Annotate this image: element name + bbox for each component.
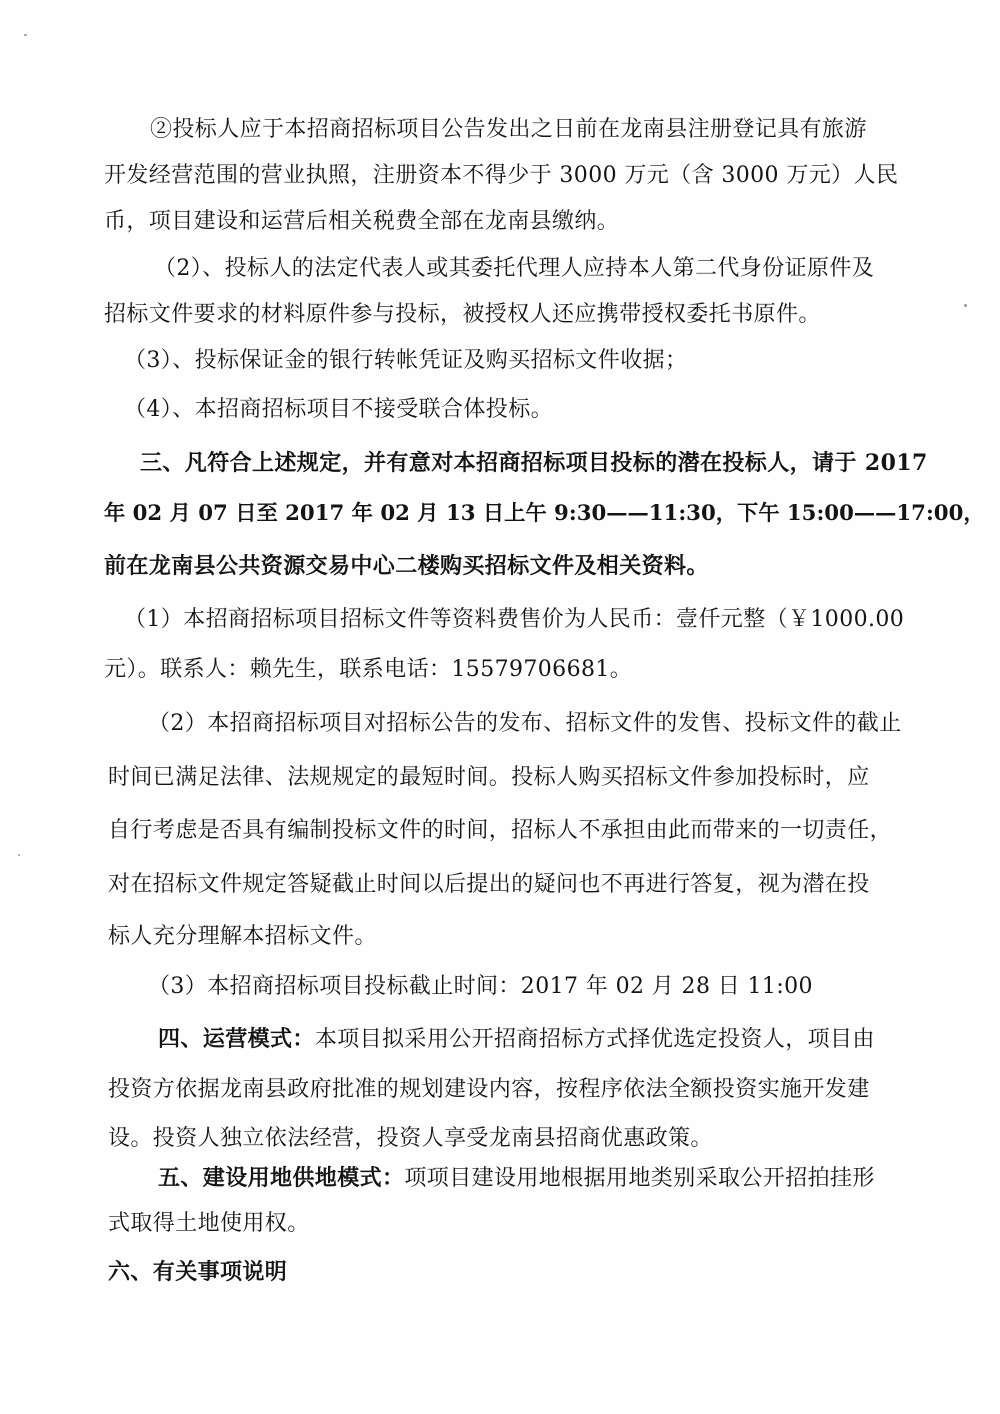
section-4-line-2: 投资方依据龙南县政府批准的规划建设内容，按程序依法全额投资实施开发建 bbox=[108, 1077, 870, 1102]
section-3-item-2-line-1: （2）本招商招标项目对招标公告的发布、招标文件的发售、投标文件的截止 bbox=[148, 711, 902, 736]
section-3-item-3: （3）本招商招标项目投标截止时间：2017 年 02 月 28 日 11:00 bbox=[148, 974, 813, 999]
para-2-line-2: 招标文件要求的材料原件参与投标，被授权人还应携带授权委托书原件。 bbox=[104, 302, 821, 327]
section-3-item-2-line-3: 自行考虑是否具有编制投标文件的时间，招标人不承担由此而带来的一切责任， bbox=[108, 818, 893, 843]
section-4-text: 本项目拟采用公开招商招标方式择优选定投资人，项目由 bbox=[314, 1027, 875, 1052]
section-3-item-2-line-2: 时间已满足法律、法规规定的最短时间。投标人购买招标文件参加投标时，应 bbox=[108, 765, 870, 790]
section-3-item-2-line-5: 标人充分理解本招标文件。 bbox=[108, 924, 377, 949]
para-4: （4）、本招商招标项目不接受联合体投标。 bbox=[124, 397, 553, 422]
section-5-heading: 五、建设用地供地模式： bbox=[158, 1165, 405, 1191]
section-5-text: 项项目建设用地根据用地类别采取公开招拍挂形 bbox=[404, 1166, 875, 1191]
para-1-line-1: ②投标人应于本招商招标项目公告发出之日前在龙南县注册登记具有旅游 bbox=[150, 117, 867, 142]
para-1-line-2: 开发经营范围的营业执照，注册资本不得少于 3000 万元（含 3000 万元）人民 bbox=[104, 163, 899, 188]
section-3-item-2-line-4: 对在招标文件规定答疑截止时间以后提出的疑问也不再进行答复，视为潜在投 bbox=[108, 872, 870, 897]
section-3-line-2: 年 02 月 07 日至 2017 年 02 月 13 日上午 9:30——11:30，下午 15:00——17:00， bbox=[104, 501, 985, 526]
para-2-line-1: （2）、投标人的法定代表人或其委托代理人应持本人第二代身份证原件及 bbox=[154, 256, 875, 281]
para-1-line-3: 币，项目建设和运营后相关税费全部在龙南县缴纳。 bbox=[104, 209, 620, 234]
section-4-line-1 bbox=[158, 1024, 875, 1055]
section-5-line-2: 式取得土地使用权。 bbox=[108, 1211, 310, 1236]
section-3-line-1: 三、凡符合上述规定，并有意对本招商招标项目投标的潜在投标人，请于 2017 bbox=[140, 450, 928, 476]
para-3: （3）、投标保证金的银行转帐凭证及购买招标文件收据； bbox=[124, 348, 688, 373]
scan-speck bbox=[964, 304, 967, 307]
scan-speck bbox=[18, 854, 20, 856]
section-4-line-3: 设。投资人独立依法经营，投资人享受龙南县招商优惠政策。 bbox=[108, 1126, 713, 1151]
section-3-line-3: 前在龙南县公共资源交易中心二楼购买招标文件及相关资料。 bbox=[104, 553, 709, 579]
section-4-heading: 四、运营模式： bbox=[158, 1026, 315, 1052]
section-3-item-1-line-1: （1）本招商招标项目招标文件等资料费售价为人民币：壹仟元整（￥1000.00 bbox=[124, 607, 905, 632]
section-3-item-1-line-2: 元）。联系人：赖先生，联系电话：15579706681。 bbox=[104, 657, 633, 682]
section-6-heading: 六、有关事项说明 bbox=[108, 1259, 288, 1285]
scan-speck bbox=[24, 34, 27, 36]
section-5-line-1 bbox=[158, 1163, 875, 1194]
